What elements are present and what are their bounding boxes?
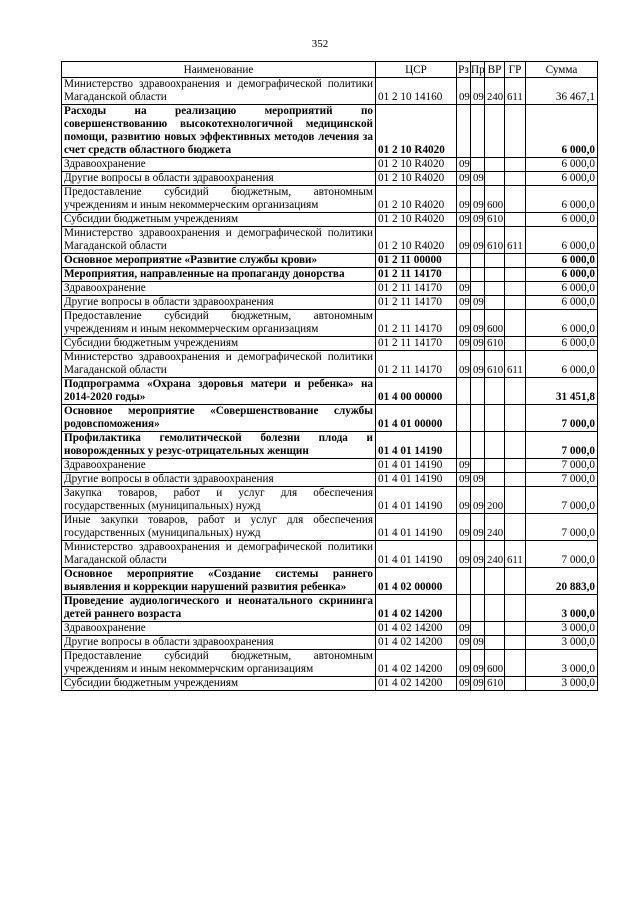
table-row (62, 186, 598, 213)
row-name-cell: Субсидии бюджетным учреждениям (62, 337, 376, 351)
row-name-cell: Министерство здравоохранения и демографической политики Магаданской области (62, 541, 376, 568)
table-row (62, 268, 598, 282)
row-sum-cell: 6 000,0 (526, 172, 598, 186)
row-rz-cell: 09 (457, 172, 471, 186)
row-gr-cell (505, 650, 526, 677)
budget-table (61, 61, 598, 691)
row-gr-cell: 611 (505, 227, 526, 254)
row-vr-cell: 610 (485, 227, 505, 254)
table-row (62, 473, 598, 487)
row-rz-cell (457, 378, 471, 405)
row-pr-cell (471, 105, 485, 158)
row-sum-cell: 6 000,0 (526, 213, 598, 227)
row-gr-cell (505, 282, 526, 296)
row-name-cell: Подпрограмма «Охрана здоровья матери и ребенка» на 2014-2020 годы» (62, 378, 376, 405)
row-gr-cell (505, 337, 526, 351)
table-row (62, 568, 598, 595)
row-sum-cell: 6 000,0 (526, 310, 598, 337)
row-csr-cell: 01 4 02 00000 (376, 568, 457, 595)
table-row (62, 105, 598, 158)
row-name-cell: Профилактика гемолитической болезни плода и новорожденных у резус-отрицательных женщин (62, 432, 376, 459)
table-row (62, 172, 598, 186)
row-csr-cell: 01 4 02 14200 (376, 636, 457, 650)
row-pr-cell (471, 254, 485, 268)
row-sum-cell: 31 451,8 (526, 378, 598, 405)
row-vr-cell: 240 (485, 78, 505, 105)
row-gr-cell: 611 (505, 78, 526, 105)
table-row (62, 227, 598, 254)
row-vr-cell: 600 (485, 310, 505, 337)
row-csr-cell: 01 2 10 R4020 (376, 213, 457, 227)
row-csr-cell: 01 4 01 00000 (376, 405, 457, 432)
row-rz-cell: 09 (457, 310, 471, 337)
row-name-cell: Другие вопросы в области здравоохранения (62, 636, 376, 650)
row-vr-cell: 600 (485, 650, 505, 677)
row-name-cell: Предоставление субсидий бюджетным, автономным учреждениям и иным некоммерчским организациям (62, 650, 376, 677)
row-vr-cell: 610 (485, 677, 505, 691)
table-row (62, 213, 598, 227)
table-row (62, 405, 598, 432)
row-rz-cell: 09 (457, 650, 471, 677)
table-row (62, 282, 598, 296)
row-csr-cell: 01 4 00 00000 (376, 378, 457, 405)
table-row (62, 254, 598, 268)
row-sum-cell: 3 000,0 (526, 677, 598, 691)
row-gr-cell: 611 (505, 541, 526, 568)
row-sum-cell: 3 000,0 (526, 622, 598, 636)
row-vr-cell (485, 595, 505, 622)
row-gr-cell (505, 432, 526, 459)
row-csr-cell: 01 2 11 14170 (376, 351, 457, 378)
row-sum-cell: 7 000,0 (526, 473, 598, 487)
row-rz-cell: 09 (457, 622, 471, 636)
header-name: Наименование (62, 62, 376, 78)
table-row (62, 514, 598, 541)
row-sum-cell: 20 883,0 (526, 568, 598, 595)
row-pr-cell: 09 (471, 636, 485, 650)
table-row (62, 351, 598, 378)
row-csr-cell: 01 4 01 14190 (376, 459, 457, 473)
row-vr-cell (485, 105, 505, 158)
header-sum: Сумма (526, 62, 598, 78)
row-gr-cell (505, 595, 526, 622)
row-sum-cell: 6 000,0 (526, 254, 598, 268)
header-vr: ВР (485, 62, 505, 78)
row-name-cell: Здравоохранение (62, 158, 376, 172)
table-row (62, 310, 598, 337)
table-row (62, 541, 598, 568)
row-sum-cell: 7 000,0 (526, 514, 598, 541)
row-rz-cell (457, 595, 471, 622)
row-name-cell: Основное мероприятие «Совершенствование службы родовспоможения» (62, 405, 376, 432)
row-rz-cell: 09 (457, 227, 471, 254)
row-vr-cell: 610 (485, 351, 505, 378)
row-vr-cell (485, 268, 505, 282)
table-row (62, 636, 598, 650)
row-gr-cell (505, 473, 526, 487)
row-pr-cell (471, 568, 485, 595)
row-sum-cell: 3 000,0 (526, 595, 598, 622)
row-gr-cell (505, 186, 526, 213)
row-rz-cell: 09 (457, 487, 471, 514)
row-pr-cell: 09 (471, 227, 485, 254)
row-gr-cell (505, 172, 526, 186)
page-number: 352 (311, 38, 329, 50)
row-pr-cell (471, 595, 485, 622)
row-vr-cell (485, 296, 505, 310)
row-gr-cell (505, 636, 526, 650)
row-rz-cell: 09 (457, 213, 471, 227)
header-pr: Пр (471, 62, 485, 78)
row-name-cell: Проведение аудиологического и неонатального скрининга детей раннего возраста (62, 595, 376, 622)
table-row (62, 677, 598, 691)
row-csr-cell: 01 2 10 R4020 (376, 227, 457, 254)
row-pr-cell: 09 (471, 650, 485, 677)
row-csr-cell: 01 2 10 14160 (376, 78, 457, 105)
row-rz-cell (457, 254, 471, 268)
row-csr-cell: 01 4 01 14190 (376, 487, 457, 514)
row-pr-cell: 09 (471, 487, 485, 514)
row-gr-cell (505, 568, 526, 595)
row-sum-cell: 3 000,0 (526, 650, 598, 677)
row-rz-cell: 09 (457, 186, 471, 213)
row-pr-cell: 09 (471, 296, 485, 310)
row-pr-cell (471, 459, 485, 473)
row-sum-cell: 7 000,0 (526, 432, 598, 459)
header-csr: ЦСР (376, 62, 457, 78)
row-gr-cell (505, 268, 526, 282)
table-row (62, 595, 598, 622)
row-pr-cell: 09 (471, 677, 485, 691)
row-pr-cell: 09 (471, 514, 485, 541)
row-rz-cell: 09 (457, 296, 471, 310)
row-sum-cell: 7 000,0 (526, 405, 598, 432)
row-pr-cell (471, 405, 485, 432)
row-sum-cell: 7 000,0 (526, 459, 598, 473)
row-vr-cell: 600 (485, 186, 505, 213)
table-row (62, 337, 598, 351)
row-name-cell: Здравоохранение (62, 282, 376, 296)
row-csr-cell: 01 4 02 14200 (376, 650, 457, 677)
row-sum-cell: 6 000,0 (526, 282, 598, 296)
row-pr-cell: 09 (471, 213, 485, 227)
row-name-cell: Министерство здравоохранения и демографической политики Магаданской области (62, 351, 376, 378)
row-gr-cell: 611 (505, 351, 526, 378)
row-rz-cell: 09 (457, 473, 471, 487)
row-vr-cell: 610 (485, 213, 505, 227)
row-pr-cell: 09 (471, 78, 485, 105)
row-vr-cell (485, 432, 505, 459)
header-gr: ГР (505, 62, 526, 78)
row-csr-cell: 01 2 10 R4020 (376, 186, 457, 213)
row-pr-cell (471, 622, 485, 636)
row-vr-cell: 240 (485, 541, 505, 568)
table-header-row (62, 62, 598, 78)
row-vr-cell: 200 (485, 487, 505, 514)
row-vr-cell (485, 172, 505, 186)
row-name-cell: Субсидии бюджетным учреждениям (62, 677, 376, 691)
row-csr-cell: 01 4 02 14200 (376, 677, 457, 691)
row-sum-cell: 6 000,0 (526, 268, 598, 282)
row-csr-cell: 01 2 11 14170 (376, 268, 457, 282)
row-csr-cell: 01 2 11 14170 (376, 337, 457, 351)
row-csr-cell: 01 4 02 14200 (376, 622, 457, 636)
row-rz-cell (457, 268, 471, 282)
row-gr-cell (505, 105, 526, 158)
table-row (62, 487, 598, 514)
row-name-cell: Другие вопросы в области здравоохранения (62, 296, 376, 310)
row-csr-cell: 01 4 02 14200 (376, 595, 457, 622)
row-csr-cell: 01 4 01 14190 (376, 541, 457, 568)
row-rz-cell (457, 405, 471, 432)
row-rz-cell: 09 (457, 158, 471, 172)
row-name-cell: Субсидии бюджетным учреждениям (62, 213, 376, 227)
row-rz-cell: 09 (457, 459, 471, 473)
row-vr-cell (485, 568, 505, 595)
row-pr-cell: 09 (471, 172, 485, 186)
row-pr-cell: 09 (471, 337, 485, 351)
row-sum-cell: 7 000,0 (526, 487, 598, 514)
row-sum-cell: 36 467,1 (526, 78, 598, 105)
table-row (62, 432, 598, 459)
row-rz-cell (457, 568, 471, 595)
row-gr-cell (505, 459, 526, 473)
row-gr-cell (505, 296, 526, 310)
row-gr-cell (505, 405, 526, 432)
row-sum-cell: 7 000,0 (526, 541, 598, 568)
row-csr-cell: 01 4 01 14190 (376, 473, 457, 487)
row-csr-cell: 01 2 11 14170 (376, 296, 457, 310)
row-gr-cell (505, 158, 526, 172)
row-rz-cell: 09 (457, 541, 471, 568)
table-row (62, 459, 598, 473)
row-vr-cell (485, 405, 505, 432)
row-vr-cell (485, 158, 505, 172)
row-rz-cell (457, 432, 471, 459)
row-vr-cell: 240 (485, 514, 505, 541)
row-gr-cell (505, 514, 526, 541)
row-gr-cell (505, 213, 526, 227)
row-gr-cell (505, 622, 526, 636)
table-row (62, 78, 598, 105)
row-csr-cell: 01 4 01 14190 (376, 514, 457, 541)
row-name-cell: Здравоохранение (62, 459, 376, 473)
row-pr-cell: 09 (471, 186, 485, 213)
row-rz-cell: 09 (457, 351, 471, 378)
row-vr-cell (485, 459, 505, 473)
header-rz: Рз (457, 62, 471, 78)
row-vr-cell: 610 (485, 337, 505, 351)
row-vr-cell (485, 254, 505, 268)
table-row (62, 378, 598, 405)
row-name-cell: Мероприятия, направленные на пропаганду донорства (62, 268, 376, 282)
row-sum-cell: 6 000,0 (526, 227, 598, 254)
row-csr-cell: 01 2 11 14170 (376, 282, 457, 296)
row-rz-cell: 09 (457, 514, 471, 541)
row-gr-cell (505, 254, 526, 268)
row-name-cell: Предоставление субсидий бюджетным, автономным учреждениям и иным некоммерческим организациям (62, 186, 376, 213)
row-name-cell: Расходы на реализацию мероприятий по совершенствованию высокотехнологичной медицинской помощи, развитию новых эффективных методов лечения за счет средств областного бюджета (62, 105, 376, 158)
row-pr-cell: 09 (471, 351, 485, 378)
row-vr-cell (485, 282, 505, 296)
row-name-cell: Основное мероприятие «Развитие службы крови» (62, 254, 376, 268)
row-vr-cell (485, 636, 505, 650)
row-csr-cell: 01 2 10 R4020 (376, 158, 457, 172)
table-row (62, 650, 598, 677)
row-rz-cell: 09 (457, 78, 471, 105)
row-gr-cell (505, 310, 526, 337)
row-vr-cell (485, 378, 505, 405)
row-vr-cell (485, 622, 505, 636)
row-pr-cell (471, 378, 485, 405)
row-csr-cell: 01 2 11 00000 (376, 254, 457, 268)
row-rz-cell: 09 (457, 636, 471, 650)
row-pr-cell: 09 (471, 310, 485, 337)
row-pr-cell (471, 158, 485, 172)
row-sum-cell: 6 000,0 (526, 158, 598, 172)
row-rz-cell: 09 (457, 677, 471, 691)
row-rz-cell: 09 (457, 337, 471, 351)
table-row (62, 296, 598, 310)
row-pr-cell (471, 282, 485, 296)
row-pr-cell (471, 432, 485, 459)
table-row (62, 622, 598, 636)
row-name-cell: Другие вопросы в области здравоохранения (62, 172, 376, 186)
row-csr-cell: 01 2 11 14170 (376, 310, 457, 337)
row-sum-cell: 3 000,0 (526, 636, 598, 650)
row-pr-cell: 09 (471, 541, 485, 568)
row-gr-cell (505, 677, 526, 691)
row-csr-cell: 01 2 10 R4020 (376, 172, 457, 186)
row-rz-cell: 09 (457, 282, 471, 296)
row-name-cell: Иные закупки товаров, работ и услуг для обеспечения государственных (муниципальных) нужд (62, 514, 376, 541)
row-rz-cell (457, 105, 471, 158)
row-name-cell: Закупка товаров, работ и услуг для обеспечения государственных (муниципальных) нужд (62, 487, 376, 514)
table-row (62, 158, 598, 172)
row-vr-cell (485, 473, 505, 487)
row-gr-cell (505, 378, 526, 405)
row-name-cell: Министерство здравоохранения и демографической политики Магаданской области (62, 78, 376, 105)
row-csr-cell: 01 2 10 R4020 (376, 105, 457, 158)
row-sum-cell: 6 000,0 (526, 105, 598, 158)
row-sum-cell: 6 000,0 (526, 337, 598, 351)
row-name-cell: Здравоохранение (62, 622, 376, 636)
row-name-cell: Другие вопросы в области здравоохранения (62, 473, 376, 487)
row-name-cell: Предоставление субсидий бюджетным, автономным учреждениям и иным некоммерческим организациям (62, 310, 376, 337)
row-name-cell: Министерство здравоохранения и демографической политики Магаданской области (62, 227, 376, 254)
row-name-cell: Основное мероприятие «Создание системы раннего выявления и коррекции нарушений развития ребенка» (62, 568, 376, 595)
row-sum-cell: 6 000,0 (526, 186, 598, 213)
row-pr-cell: 09 (471, 473, 485, 487)
row-gr-cell (505, 487, 526, 514)
row-sum-cell: 6 000,0 (526, 351, 598, 378)
row-csr-cell: 01 4 01 14190 (376, 432, 457, 459)
row-pr-cell (471, 268, 485, 282)
row-sum-cell: 6 000,0 (526, 296, 598, 310)
